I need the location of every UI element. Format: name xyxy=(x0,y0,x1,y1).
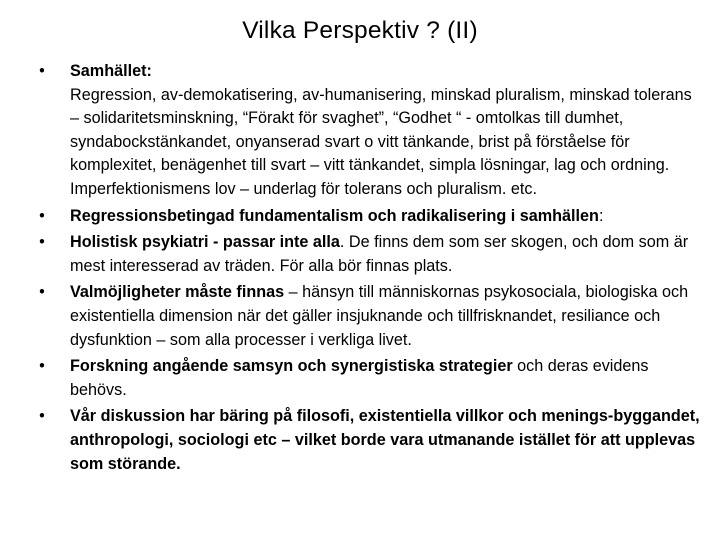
bullet-text: och deras evidens behövs. xyxy=(70,357,649,399)
bullet-heading: Forskning angående samsyn och synergistiska strategier xyxy=(70,357,513,376)
bullet-text: Regression, av-demokatisering, av-humanisering, minskad pluralism, minskad tolerans – solidaritetsminskning, “Förakt för svaghet”, “Godhet “ - omtolkas till dumhet, syndabockstänkandet, onyanserad svart o vitt tänkande, brist på förståelse för komplexitet, benägenhet till svart – vitt tänkandet, simpla lösningar, lag och ordning. Imperfektionismens lov – underlag för tolerans och pluralism. etc. xyxy=(70,85,692,198)
bullet-text: – hänsyn till människornas psykosociala, biologiska och existentiella dimension när det gäller insjuknande och tillfrisknandet, resiliance och dysfunktion – som alla processer i verkliga livet. xyxy=(70,283,689,349)
bullet-heading: Holistisk psykiatri - passar inte alla xyxy=(70,233,340,252)
bullet-list xyxy=(36,60,700,479)
bullet-icon: • xyxy=(39,357,45,376)
bullet-heading: Samhället: xyxy=(70,62,152,80)
bullet-item-samhallet xyxy=(36,60,700,202)
slide-title: Vilka Perspektiv ? (II) xyxy=(242,17,478,44)
bullet-item-holistisk-psykiatri xyxy=(36,231,700,278)
bullet-icon: • xyxy=(39,283,45,302)
bullet-item-forskning xyxy=(36,355,700,402)
bullet-item-fundamentalism xyxy=(36,205,700,229)
bullet-text: : xyxy=(598,206,604,225)
bullet-icon: • xyxy=(39,62,45,80)
bullet-text: . De finns dem som ser skogen, och dom som är mest interesserad av träden. För alla bör finnas plats. xyxy=(70,233,689,275)
bullet-heading: Regressionsbetingad fundamentalism och radikalisering i samhällen xyxy=(70,206,599,225)
bullet-icon: • xyxy=(39,233,45,252)
bullet-item-var-diskussion xyxy=(36,405,700,476)
bullet-heading: Valmöjligheter måste finnas xyxy=(70,283,285,302)
bullet-heading: Vår diskussion har bäring på filosofi, existentiella villkor och menings-byggandet, anthropologi, sociologi etc – vilket borde vara utmanande istället för att upplevas som störande. xyxy=(70,407,700,473)
bullet-icon: • xyxy=(39,407,45,426)
bullet-icon: • xyxy=(39,206,45,225)
bullet-item-valmojligheter xyxy=(36,281,700,352)
